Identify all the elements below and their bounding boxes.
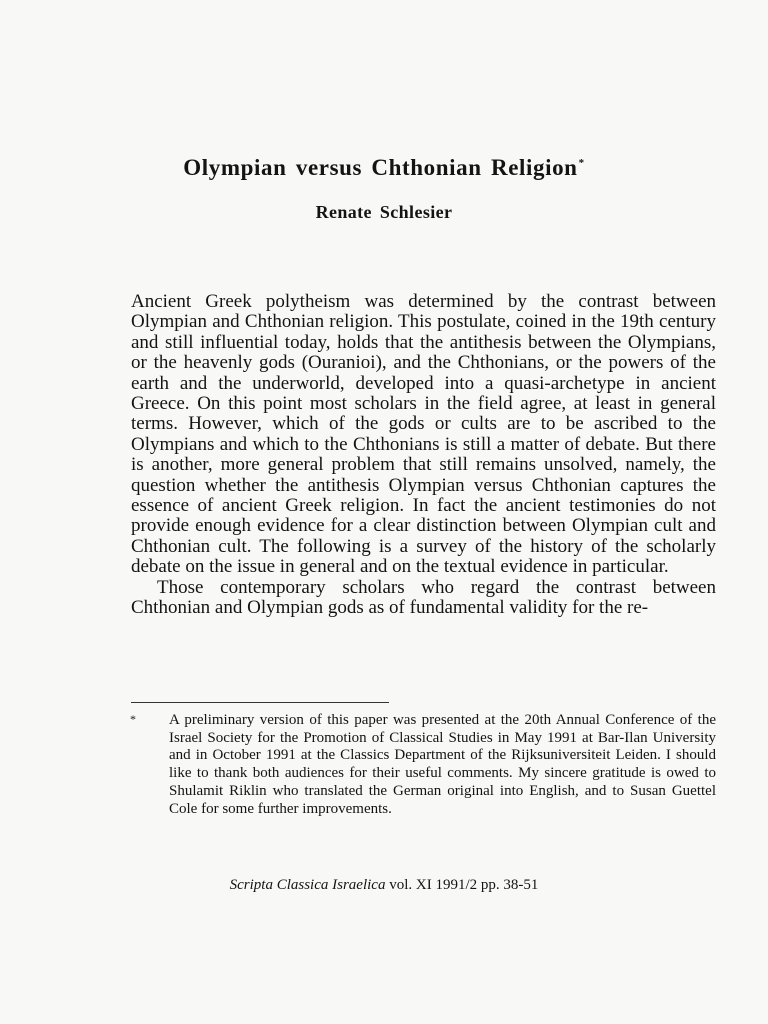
body-paragraph-2: Those contemporary scholars who regard the contrast between Chthonian and Olympian gods as of fundamental validity for the re- — [131, 576, 716, 619]
footnote-text: A preliminary version of this paper was presented at the 20th Annual Conference of the Israel Society for the Promotion of Classical Studies in May 1991 at Bar-Ilan University and in October 1991 at the Classics Department of the Rijksuniversiteit Leiden. I should like to thank both audiences for their useful comments. My sincere gratitude is owed to Shulamit Riklin who translated the German original into English, and to Susan Guettel Cole for some further improvements. — [169, 712, 716, 817]
paper-title — [0, 148, 768, 183]
journal-details: vol. XI 1991/2 pp. 38-51 — [385, 877, 539, 893]
author-name: Renate Schlesier — [315, 202, 453, 222]
body-text — [131, 292, 716, 619]
journal-citation — [0, 876, 768, 894]
title-footnote-marker: * — [578, 157, 585, 169]
body-paragraph-1: Ancient Greek polytheism was determined by the contrast between Olympian and Chthonian religion. This postulate, coined in the 19th century and still influential today, holds that the antithesis between the Olympians, or the heavenly gods (Ouranioi), and the Chthonians, or the powers of the earth and the underworld, developed into a quasi-archetype in ancient Greece. On this point most scholars in the field agree, at least in general terms. However, which of the gods or cults are to be ascribed to the Olympians and which to the Chthonians is still a matter of debate. But there is another, more general problem that still remains unsolved, namely, the question whether the antithesis Olympian versus Chthonian captures the essence of ancient Greek religion. In fact the ancient testimonies do not provide enough evidence for a clear distinction between Olympian cult and Chthonian cult. The following is a survey of the history of the scholarly debate on the issue in general and on the textual evidence in particular. — [131, 291, 716, 578]
journal-name: Scripta Classica Israelica — [229, 877, 386, 893]
paper-title-text: Olympian versus Chthonian Religion — [183, 155, 578, 180]
footnote-divider — [131, 702, 389, 703]
footnote-marker: * — [130, 712, 136, 726]
